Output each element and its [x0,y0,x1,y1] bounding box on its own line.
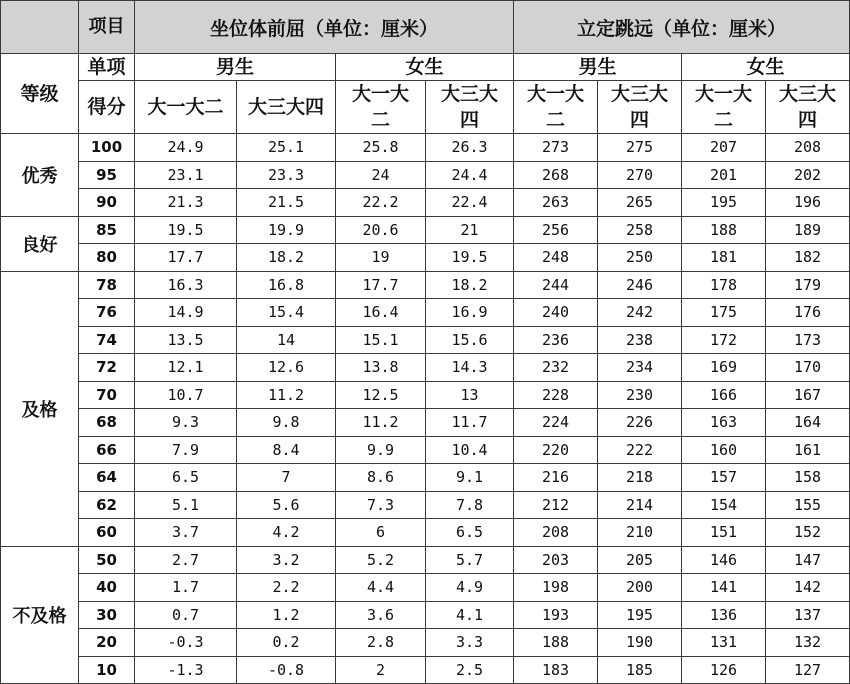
sit-reach-male-y12-value: 16.3 [135,271,237,299]
sit-reach-female-y12-value: 4.4 [336,574,426,602]
table-row [1,519,850,547]
score-cell: 80 [79,244,135,272]
sit-reach-female-y12-value: 20.6 [336,216,426,244]
sit-reach-male-y12-value: 10.7 [135,381,237,409]
long-jump-female-y34-value: 152 [766,519,850,547]
sit-reach-female-y12-value: 8.6 [336,464,426,492]
sit-and-reach-header: 坐位体前屈（单位：厘米） [135,1,514,54]
sit-reach-female-y12-value: 12.5 [336,381,426,409]
long-jump-male-y34-value: 205 [598,546,682,574]
long-jump-male-header: 男生 [514,54,682,81]
grade-level-cell: 优秀 [1,134,79,217]
sit-reach-male-y12-value: 19.5 [135,216,237,244]
sit-reach-female-y12-value: 22.2 [336,189,426,217]
score-cell: 10 [79,656,135,684]
table-row [1,629,850,657]
long-jump-female-y12-value: 175 [682,299,766,327]
long-jump-female-y34-value: 167 [766,381,850,409]
sit-reach-male-y12-value: 0.7 [135,601,237,629]
sit-reach-male-y12-value: 2.7 [135,546,237,574]
long-jump-female-header: 女生 [682,54,850,81]
long-jump-male-y34-value: 214 [598,491,682,519]
sit-reach-female-y12-value: 13.8 [336,354,426,382]
sit-reach-male-y12-value: 7.9 [135,436,237,464]
long-jump-female-y12-value: 195 [682,189,766,217]
sit-reach-female-y34-value: 21 [426,216,514,244]
long-jump-female-y34-value: 176 [766,299,850,327]
blank-corner-cell [1,1,79,54]
score-cell: 78 [79,271,135,299]
sit-reach-female-y12-value: 24 [336,161,426,189]
sit-reach-female-y34-value: 9.1 [426,464,514,492]
long-jump-female-y34-value: 179 [766,271,850,299]
sit-reach-male-y34-value: 25.1 [237,134,336,162]
long-jump-female-y12-value: 163 [682,409,766,437]
long-jump-female-y34-value: 202 [766,161,850,189]
long-jump-male-y12-value: 224 [514,409,598,437]
score-cell: 74 [79,326,135,354]
long-jump-female-y34-value: 189 [766,216,850,244]
score-cell: 76 [79,299,135,327]
long-jump-male-y12-value: 268 [514,161,598,189]
long-jump-male-year34: 大三大 四 [598,81,682,134]
long-jump-male-y34-value: 242 [598,299,682,327]
score-cell: 72 [79,354,135,382]
long-jump-female-y12-value: 169 [682,354,766,382]
long-jump-female-y12-value: 207 [682,134,766,162]
sit-reach-male-y34-value: 8.4 [237,436,336,464]
long-jump-female-year12: 大一大 二 [682,81,766,134]
sit-reach-male-y12-value: -0.3 [135,629,237,657]
long-jump-female-y12-value: 154 [682,491,766,519]
sit-reach-female-y34-value: 22.4 [426,189,514,217]
sit-reach-male-y34-value: 9.8 [237,409,336,437]
sit-reach-female-y34-value: 2.5 [426,656,514,684]
sit-reach-female-y34-value: 16.9 [426,299,514,327]
grade-level-cell: 良好 [1,216,79,271]
sit-reach-female-y34-value: 10.4 [426,436,514,464]
sit-reach-female-y34-value: 13 [426,381,514,409]
long-jump-male-y34-value: 185 [598,656,682,684]
long-jump-male-y34-value: 238 [598,326,682,354]
long-jump-male-y34-value: 195 [598,601,682,629]
table-row [1,189,850,217]
sit-reach-male-y34-value: 18.2 [237,244,336,272]
sit-reach-male-y12-value: 5.1 [135,491,237,519]
long-jump-male-y12-value: 193 [514,601,598,629]
sit-reach-female-y12-value: 3.6 [336,601,426,629]
sit-reach-female-y34-value: 24.4 [426,161,514,189]
sit-reach-male-year34: 大三大四 [237,81,336,134]
sit-reach-female-y34-value: 11.7 [426,409,514,437]
long-jump-male-y12-value: 240 [514,299,598,327]
long-jump-female-y34-value: 142 [766,574,850,602]
long-jump-male-y12-value: 203 [514,546,598,574]
danxiang-header: 单项 [79,54,135,81]
long-jump-female-y12-value: 160 [682,436,766,464]
grade-level-cell: 及格 [1,271,79,546]
sit-reach-female-y34-value: 5.7 [426,546,514,574]
long-jump-male-y12-value: 263 [514,189,598,217]
sit-reach-female-y12-value: 25.8 [336,134,426,162]
sit-reach-female-y34-value: 4.9 [426,574,514,602]
sit-reach-male-y34-value: 11.2 [237,381,336,409]
long-jump-male-y12-value: 183 [514,656,598,684]
sit-reach-female-y12-value: 5.2 [336,546,426,574]
sit-reach-male-y34-value: 15.4 [237,299,336,327]
table-row [1,601,850,629]
long-jump-male-y12-value: 232 [514,354,598,382]
sit-reach-male-y34-value: 5.6 [237,491,336,519]
sit-reach-female-year12: 大一大 二 [336,81,426,134]
table-row [1,326,850,354]
dengji-header: 等级 [1,54,79,134]
long-jump-male-y12-value: 256 [514,216,598,244]
score-cell: 64 [79,464,135,492]
header-row-gender [1,54,850,81]
table-row [1,134,850,162]
score-cell: 40 [79,574,135,602]
long-jump-male-y34-value: 270 [598,161,682,189]
long-jump-male-y12-value: 228 [514,381,598,409]
long-jump-female-y34-value: 158 [766,464,850,492]
long-jump-male-y12-value: 236 [514,326,598,354]
sit-reach-male-header: 男生 [135,54,336,81]
sit-reach-female-y12-value: 17.7 [336,271,426,299]
score-cell: 50 [79,546,135,574]
long-jump-male-y34-value: 230 [598,381,682,409]
sit-reach-male-y12-value: -1.3 [135,656,237,684]
long-jump-male-y12-value: 188 [514,629,598,657]
sit-reach-male-y34-value: 4.2 [237,519,336,547]
long-jump-female-y34-value: 147 [766,546,850,574]
table-row [1,409,850,437]
long-jump-male-y12-value: 248 [514,244,598,272]
sit-reach-female-y34-value: 18.2 [426,271,514,299]
sit-reach-male-year12: 大一大二 [135,81,237,134]
sit-reach-female-y34-value: 15.6 [426,326,514,354]
long-jump-female-y34-value: 161 [766,436,850,464]
sit-reach-male-y12-value: 12.1 [135,354,237,382]
long-jump-female-y12-value: 178 [682,271,766,299]
sit-reach-female-y34-value: 7.8 [426,491,514,519]
score-cell: 85 [79,216,135,244]
table-row [1,491,850,519]
long-jump-female-y34-value: 196 [766,189,850,217]
sit-reach-female-y12-value: 11.2 [336,409,426,437]
table-row [1,354,850,382]
score-cell: 68 [79,409,135,437]
long-jump-female-y12-value: 188 [682,216,766,244]
long-jump-female-y12-value: 172 [682,326,766,354]
sit-reach-male-y12-value: 3.7 [135,519,237,547]
long-jump-male-y12-value: 198 [514,574,598,602]
sit-reach-female-y34-value: 6.5 [426,519,514,547]
table-row [1,161,850,189]
sit-reach-female-y34-value: 19.5 [426,244,514,272]
sit-reach-male-y12-value: 23.1 [135,161,237,189]
table-row [1,271,850,299]
long-jump-male-y34-value: 258 [598,216,682,244]
long-jump-female-y34-value: 127 [766,656,850,684]
sit-reach-male-y34-value: 0.2 [237,629,336,657]
defen-header: 得分 [79,81,135,134]
long-jump-male-y34-value: 218 [598,464,682,492]
standing-long-jump-header: 立定跳远（单位：厘米） [514,1,850,54]
table-row [1,464,850,492]
table-row [1,299,850,327]
long-jump-male-y12-value: 244 [514,271,598,299]
sit-reach-male-y12-value: 9.3 [135,409,237,437]
table-row [1,656,850,684]
score-cell: 70 [79,381,135,409]
sit-reach-male-y12-value: 24.9 [135,134,237,162]
sit-reach-female-y12-value: 15.1 [336,326,426,354]
long-jump-male-year12: 大一大 二 [514,81,598,134]
long-jump-female-y12-value: 157 [682,464,766,492]
sit-reach-male-y12-value: 6.5 [135,464,237,492]
score-cell: 66 [79,436,135,464]
score-cell: 30 [79,601,135,629]
table-row [1,216,850,244]
sit-reach-male-y34-value: 14 [237,326,336,354]
sit-reach-male-y12-value: 21.3 [135,189,237,217]
long-jump-female-y12-value: 181 [682,244,766,272]
long-jump-male-y34-value: 210 [598,519,682,547]
sit-reach-male-y34-value: 19.9 [237,216,336,244]
sit-reach-female-header: 女生 [336,54,514,81]
long-jump-male-y12-value: 220 [514,436,598,464]
long-jump-female-y12-value: 136 [682,601,766,629]
score-cell: 60 [79,519,135,547]
sit-reach-female-y12-value: 2.8 [336,629,426,657]
sit-reach-male-y34-value: 16.8 [237,271,336,299]
table-row [1,381,850,409]
long-jump-female-y34-value: 208 [766,134,850,162]
grade-level-cell: 不及格 [1,546,79,684]
long-jump-female-y34-value: 155 [766,491,850,519]
sit-reach-male-y34-value: 3.2 [237,546,336,574]
sit-reach-male-y34-value: 1.2 [237,601,336,629]
sit-reach-female-y12-value: 2 [336,656,426,684]
sit-reach-male-y12-value: 1.7 [135,574,237,602]
table-row [1,574,850,602]
score-cell: 20 [79,629,135,657]
long-jump-male-y34-value: 226 [598,409,682,437]
long-jump-female-y34-value: 132 [766,629,850,657]
long-jump-female-y34-value: 170 [766,354,850,382]
sit-reach-male-y34-value: -0.8 [237,656,336,684]
long-jump-female-y12-value: 146 [682,546,766,574]
sit-reach-male-y34-value: 21.5 [237,189,336,217]
table-row [1,546,850,574]
sit-reach-female-y34-value: 26.3 [426,134,514,162]
long-jump-female-y12-value: 166 [682,381,766,409]
long-jump-male-y34-value: 190 [598,629,682,657]
sit-reach-female-y12-value: 6 [336,519,426,547]
long-jump-female-y12-value: 201 [682,161,766,189]
table-row [1,436,850,464]
sit-reach-female-y34-value: 3.3 [426,629,514,657]
long-jump-male-y34-value: 200 [598,574,682,602]
long-jump-male-y34-value: 234 [598,354,682,382]
sit-reach-male-y34-value: 7 [237,464,336,492]
sit-reach-female-y12-value: 19 [336,244,426,272]
long-jump-male-y34-value: 246 [598,271,682,299]
long-jump-female-y34-value: 137 [766,601,850,629]
long-jump-female-y34-value: 164 [766,409,850,437]
long-jump-male-y12-value: 273 [514,134,598,162]
xiangmu-header: 项目 [79,1,135,54]
score-cell: 90 [79,189,135,217]
sit-reach-male-y12-value: 13.5 [135,326,237,354]
sit-reach-male-y34-value: 23.3 [237,161,336,189]
long-jump-female-year34: 大三大 四 [766,81,850,134]
sit-reach-female-y12-value: 9.9 [336,436,426,464]
header-row-year-groups [1,81,850,134]
long-jump-male-y12-value: 208 [514,519,598,547]
sit-reach-male-y12-value: 14.9 [135,299,237,327]
table-row [1,244,850,272]
long-jump-male-y34-value: 250 [598,244,682,272]
long-jump-female-y12-value: 141 [682,574,766,602]
long-jump-male-y34-value: 265 [598,189,682,217]
sit-reach-male-y12-value: 17.7 [135,244,237,272]
header-row-test-names [1,1,850,54]
sit-reach-female-y12-value: 7.3 [336,491,426,519]
long-jump-male-y12-value: 216 [514,464,598,492]
sit-reach-female-y34-value: 4.1 [426,601,514,629]
long-jump-female-y12-value: 131 [682,629,766,657]
long-jump-female-y12-value: 126 [682,656,766,684]
sit-reach-male-y34-value: 12.6 [237,354,336,382]
sit-reach-female-y12-value: 16.4 [336,299,426,327]
long-jump-female-y34-value: 182 [766,244,850,272]
sit-reach-male-y34-value: 2.2 [237,574,336,602]
score-cell: 100 [79,134,135,162]
long-jump-female-y34-value: 173 [766,326,850,354]
score-cell: 95 [79,161,135,189]
long-jump-male-y34-value: 275 [598,134,682,162]
sit-reach-female-year34: 大三大 四 [426,81,514,134]
long-jump-male-y12-value: 212 [514,491,598,519]
sit-reach-female-y34-value: 14.3 [426,354,514,382]
long-jump-female-y12-value: 151 [682,519,766,547]
score-cell: 62 [79,491,135,519]
long-jump-male-y34-value: 222 [598,436,682,464]
